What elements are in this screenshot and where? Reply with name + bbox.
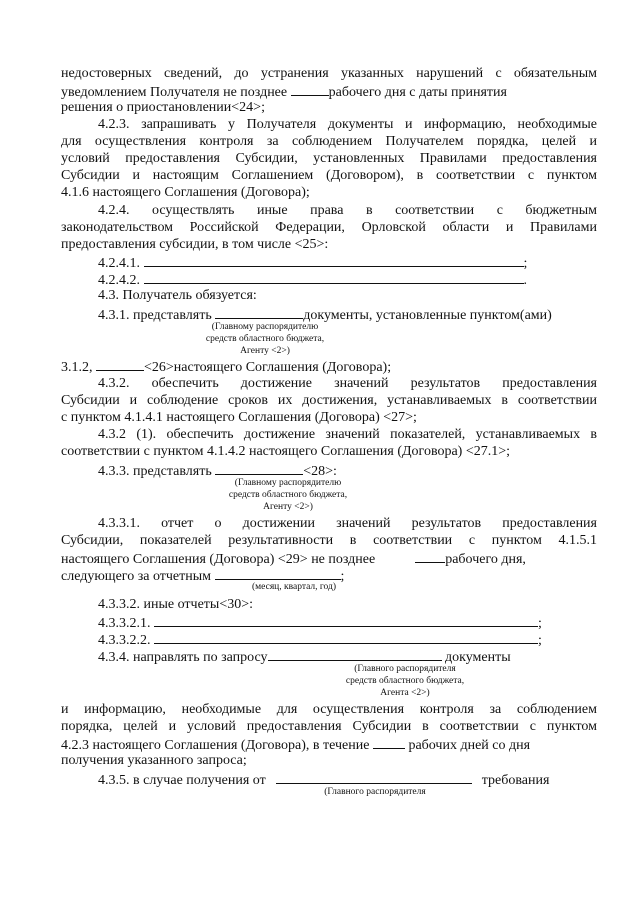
clause-4-2-4-1: 4.2.4.1. ; bbox=[98, 256, 528, 271]
clause-4-3-3-1: 4.3.3.1. отчет о достижении значений результатов предоставления bbox=[98, 516, 597, 531]
text-line: с пунктом 4.1.4.1 настоящего Соглашения (Договора) <27>; bbox=[61, 410, 417, 425]
blank-field bbox=[268, 648, 442, 661]
text-line: предоставления субсидии, в том числе <25>: bbox=[61, 237, 329, 252]
clause-4-2-3: 4.2.3. запрашивать у Получателя документы и информацию, необходимые bbox=[98, 117, 597, 132]
text-line: 4.2.3 настоящего Соглашения (Договора), в течение рабочих дней со дня bbox=[61, 738, 531, 753]
footnote-caption: (Главному распорядителю bbox=[211, 322, 319, 332]
footnote-caption: средств областного бюджета, bbox=[345, 676, 465, 686]
text-line: недостоверных сведений, до устранения указанных нарушений с обязательным bbox=[61, 66, 597, 81]
footnote-caption: (Главного распорядителя bbox=[354, 664, 456, 674]
blank-field bbox=[415, 550, 445, 563]
clause-4-3-4: 4.3.4. направлять по запросу документы bbox=[98, 650, 511, 665]
text-line: следующего за отчетным ; bbox=[61, 569, 345, 584]
text-line: решения о приостановлении<24>; bbox=[61, 100, 265, 115]
footnote-caption: (месяц, квартал, год) bbox=[251, 582, 337, 592]
clause-4-3-3: 4.3.3. представлять <28>: bbox=[98, 464, 337, 479]
blank-field bbox=[215, 462, 303, 475]
text-line: Субсидии и соблюдение сроков их достижения, устанавливаемых в соответствии bbox=[61, 393, 597, 408]
clause-4-3-3-2-1: 4.3.3.2.1. ; bbox=[98, 616, 542, 631]
blank-field bbox=[96, 358, 144, 371]
blank-field bbox=[144, 271, 524, 284]
blank-field bbox=[154, 631, 538, 644]
text-line: условий предоставления Субсидии, установленных Правилами предоставления bbox=[61, 151, 597, 166]
text-line: и информацию, необходимые для осуществления контроля за соблюдением bbox=[61, 702, 597, 717]
text-line: соответствии с пунктом 4.1.4.2 настоящего Соглашения (Договора) <27.1>; bbox=[61, 444, 511, 459]
clause-4-3-2: 4.3.2. обеспечить достижение значений результатов предоставления bbox=[98, 376, 597, 391]
footnote-caption: Агенту <2>) bbox=[263, 502, 313, 512]
text-line: порядка, целей и условий предоставления Субсидии в соответствии с пунктом bbox=[61, 719, 597, 734]
text-line: для осуществления контроля за соблюдением Получателем порядка, целей и bbox=[61, 134, 597, 149]
blank-field bbox=[144, 254, 524, 267]
text-line: Субсидии, показателей результативности в соответствии с пунктом 4.1.5.1 bbox=[61, 533, 597, 548]
footnote-caption: Агенту <2>) bbox=[240, 346, 290, 356]
clause-4-3: 4.3. Получатель обязуется: bbox=[98, 288, 257, 303]
blank-field bbox=[154, 614, 538, 627]
clause-4-3-1: 4.3.1. представлять документы, установленные пунктом(ами) bbox=[98, 308, 552, 323]
blank-field bbox=[291, 83, 329, 96]
text-line: 3.1.2, <26>настоящего Соглашения (Договора); bbox=[61, 360, 392, 375]
clause-4-2-4-2: 4.2.4.2. . bbox=[98, 273, 527, 288]
text-line: Субсидии и настоящим Соглашением (Договором), в соответствии с пунктом bbox=[61, 168, 597, 183]
footnote-caption: Агента <2>) bbox=[380, 688, 430, 698]
footnote-caption: средств областного бюджета, bbox=[205, 334, 325, 344]
text-line: получения указанного запроса; bbox=[61, 753, 247, 768]
blank-field bbox=[373, 736, 405, 749]
footnote-caption: средств областного бюджета, bbox=[228, 490, 348, 500]
text-line: 4.1.6 настоящего Соглашения (Договора); bbox=[61, 185, 310, 200]
text-line: уведомлением Получателя не позднее рабочего дня с даты принятия bbox=[61, 85, 507, 100]
clause-4-2-4: 4.2.4. осуществлять иные права в соответствии с бюджетным bbox=[98, 203, 597, 218]
clause-4-3-2-1: 4.3.2 (1). обеспечить достижение значений показателей, устанавливаемых в bbox=[98, 427, 597, 442]
blank-field bbox=[215, 567, 341, 580]
blank-field bbox=[276, 771, 472, 784]
footnote-caption: (Главного распорядителя bbox=[324, 787, 426, 797]
text-line: настоящего Соглашения (Договора) <29> не позднее рабочего дня, bbox=[61, 552, 526, 567]
blank-field bbox=[215, 306, 303, 319]
text-line: законодательством Российской Федерации, Орловской области и Правилами bbox=[61, 220, 597, 235]
clause-4-3-3-2-2: 4.3.3.2.2. ; bbox=[98, 633, 542, 648]
footnote-caption: (Главному распорядителю bbox=[234, 478, 342, 488]
clause-4-3-5: 4.3.5. в случае получения от требования bbox=[98, 773, 550, 788]
clause-4-3-3-2: 4.3.3.2. иные отчеты<30>: bbox=[98, 597, 253, 612]
